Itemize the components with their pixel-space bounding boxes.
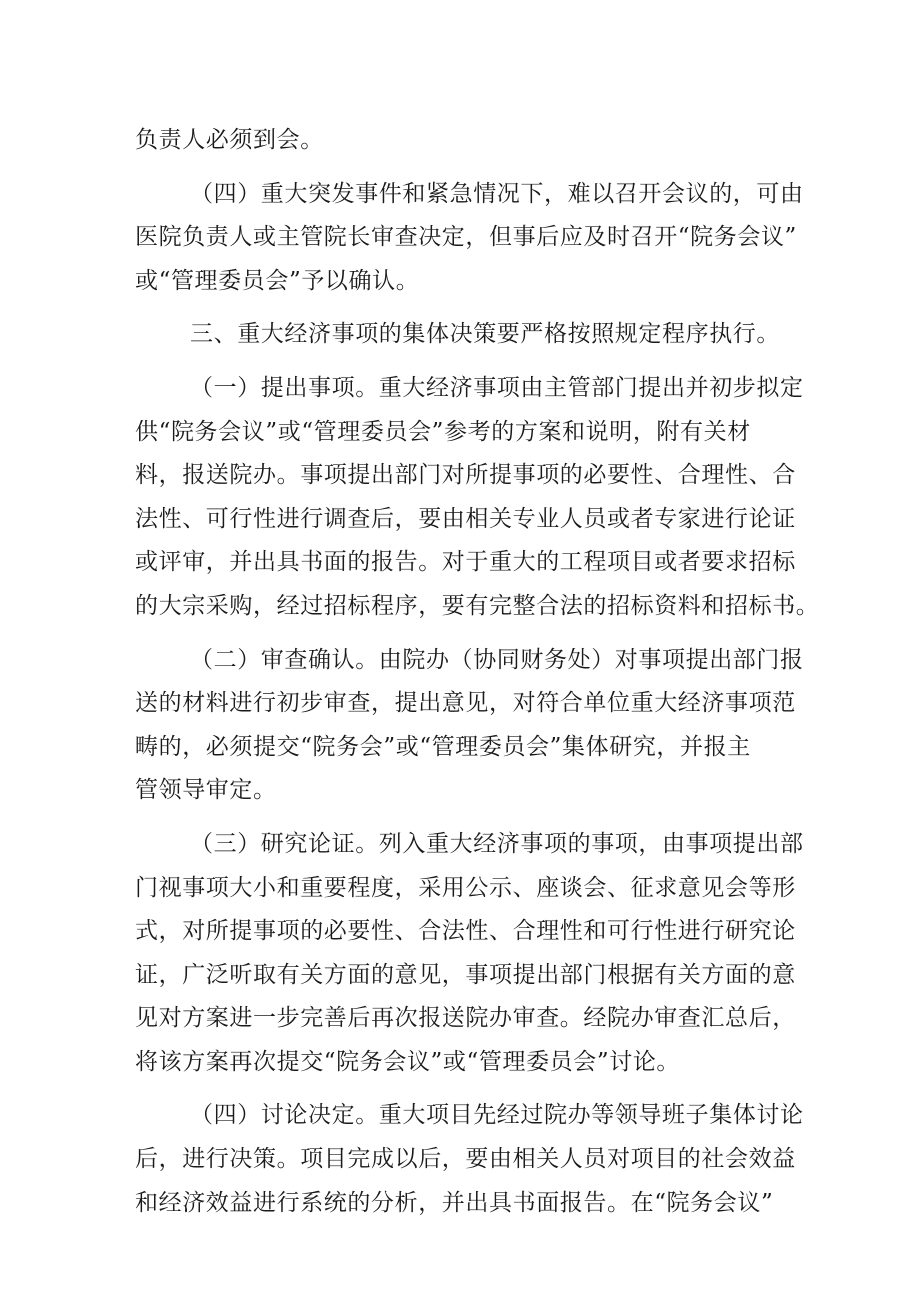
text-line: 法性、可行性进行调查后，要由相关专业人员或者专家进行论证 [135, 505, 796, 532]
text-line: （四）重大突发事件和紧急情况下，难以召开会议的，可由 [190, 180, 804, 207]
paragraph [135, 173, 804, 304]
text-line: 门视事项大小和重要程度，采用公示、座谈会、征求意见会等形 [135, 874, 796, 901]
document-body [135, 119, 820, 1225]
text-line: 三、重大经济事项的集体决策要严格按照规定程序执行。 [190, 321, 780, 348]
paragraph [135, 313, 785, 357]
text-line: 管领导审定。 [135, 777, 277, 804]
paragraph [135, 1094, 804, 1225]
paragraph [135, 639, 804, 813]
text-line: （二）审查确认。由院办（协同财务处）对事项提出部门报 [190, 646, 804, 673]
text-line: 后，进行决策。项目完成以后，要由相关人员对项目的社会效益 [135, 1146, 796, 1173]
text-line: 的大宗采购，经过招标程序，要有完整合法的招标资料和招标书。 [135, 592, 820, 619]
text-line: 式，对所提事项的必要性、合法性、合理性和可行性进行研究论 [135, 918, 796, 945]
text-line: 和经济效益进行系统的分析，并出具书面报告。在“院务会议” [135, 1189, 774, 1216]
text-line: 或“管理委员会”予以确认。 [135, 267, 420, 294]
text-line: 或评审，并出具书面的报告。对于重大的工程项目或者要求招标 [135, 549, 796, 576]
text-line: 见对方案进一步完善后再次报送院办审查。经院办审查汇总后， [135, 1005, 796, 1032]
text-line: 证，广泛听取有关方面的意见，事项提出部门根据有关方面的意 [135, 961, 796, 988]
text-line: （一）提出事项。重大经济事项由主管部门提出并初步拟定 [190, 374, 804, 401]
text-line: 送的材料进行初步审查，提出意见，对符合单位重大经济事项范 [135, 690, 796, 717]
text-line: （四）讨论决定。重大项目先经过院办等领导班子集体讨论 [190, 1102, 804, 1129]
text-line: 将该方案再次提交“院务会议”或“管理委员会”讨论。 [135, 1048, 681, 1075]
text-line: 料，报送院办。事项提出部门对所提事项的必要性、合理性、合 [135, 462, 796, 489]
text-line: 供“院务会议”或“管理委员会”参考的方案和说明，附有关材 [135, 418, 751, 445]
text-line: （三）研究论证。列入重大经济事项的事项，由事项提出部 [190, 830, 804, 857]
paragraph [135, 367, 820, 629]
paragraph [135, 823, 804, 1085]
text-line: 负责人必须到会。 [135, 127, 324, 153]
text-line: 畴的，必须提交“院务会”或“管理委员会”集体研究，并报主 [135, 733, 751, 760]
paragraph [135, 119, 785, 163]
text-line: 医院负责人或主管院长审查决定，但事后应及时召开“院务会议” [135, 224, 797, 251]
